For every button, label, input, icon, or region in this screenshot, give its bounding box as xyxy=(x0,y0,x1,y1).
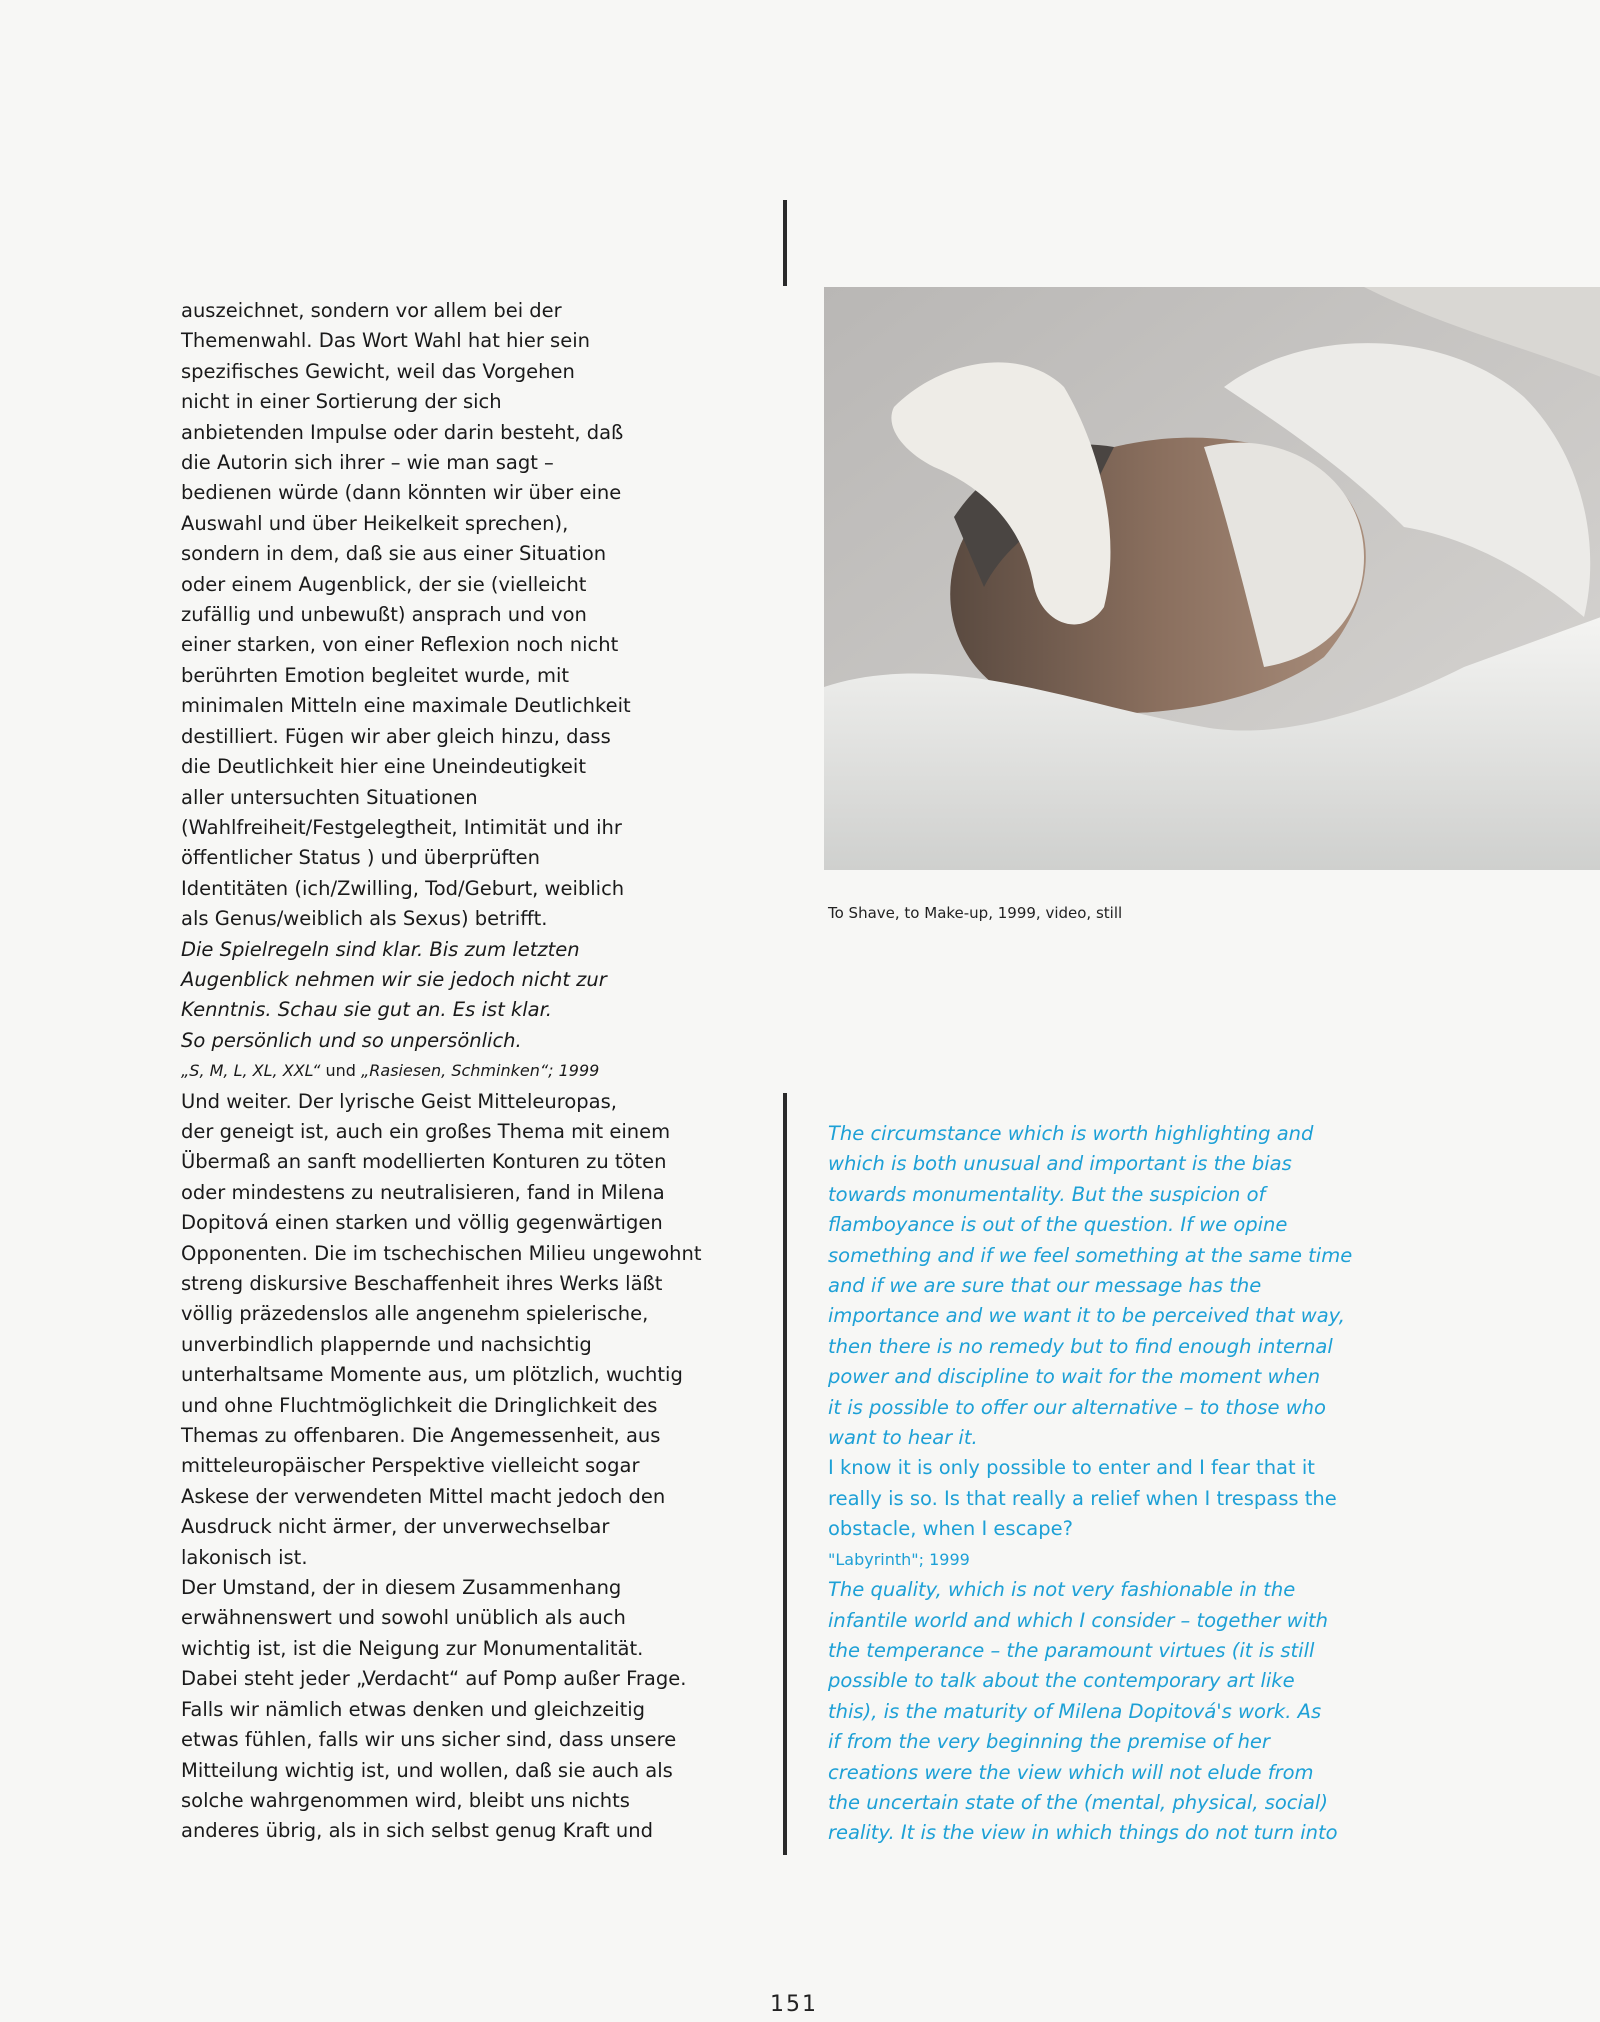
text-line: sondern in dem, daß sie aus einer Situation xyxy=(181,542,607,566)
text-line: and if we are sure that our message has the xyxy=(828,1274,1262,1298)
text-line: possible to talk about the contemporary art like xyxy=(828,1669,1295,1693)
citation-part-2: „Rasiesen, Schminken“; 1999 xyxy=(361,1061,600,1081)
text-line: Opponenten. Die im tschechischen Milieu ungewohnt xyxy=(181,1241,702,1265)
text-line: völlig präzedenslos alle angenehm spielerische, xyxy=(181,1302,649,1326)
quote-citation xyxy=(181,1056,761,1086)
quote-line: I know it is only possible to enter and I fear that it xyxy=(828,1456,1315,1480)
text-line: die Deutlichkeit hier eine Uneindeutigkeit xyxy=(181,755,586,779)
quote-line: So persönlich und so unpersönlich. xyxy=(181,1028,522,1052)
text-line: reality. It is the view in which things do not turn into xyxy=(828,1821,1338,1845)
text-line: Falls wir nämlich etwas denken und gleichzeitig xyxy=(181,1697,646,1721)
text-line: towards monumentality. But the suspicion of xyxy=(828,1182,1266,1206)
text-line: importance and we want it to be perceived that way, xyxy=(828,1304,1345,1328)
text-line: the uncertain state of the (mental, physical, social) xyxy=(828,1790,1328,1814)
page-number: 151 xyxy=(770,1992,818,2017)
text-line: Auswahl und über Heikelkeit sprechen), xyxy=(181,511,569,535)
text-line: der geneigt ist, auch ein großes Thema mit einem xyxy=(181,1119,671,1143)
german-text-column xyxy=(181,296,761,1847)
quote-citation: "Labyrinth"; 1999 xyxy=(828,1549,970,1569)
text-line: Und weiter. Der lyrische Geist Mitteleuropas, xyxy=(181,1089,617,1113)
photo-illustration xyxy=(824,287,1600,870)
quote-line: Augenblick nehmen wir sie jedoch nicht zur xyxy=(181,967,607,991)
text-line: it is possible to offer our alternative – to those who xyxy=(828,1395,1326,1419)
text-line: Themas zu offenbaren. Die Angemessenheit, aus xyxy=(181,1424,661,1448)
text-line: Der Umstand, der in diesem Zusammenhang xyxy=(181,1576,622,1600)
citation-part-1: „S, M, L, XL, XXL“ xyxy=(181,1061,321,1081)
quote-line: really is so. Is that really a relief when I trespass the xyxy=(828,1486,1337,1510)
text-line: anbietenden Impulse oder darin besteht, daß xyxy=(181,420,624,444)
citation-connector: und xyxy=(320,1061,361,1081)
text-line: anderes übrig, als in sich selbst genug Kraft und xyxy=(181,1819,653,1843)
text-line: oder mindestens zu neutralisieren, fand in Milena xyxy=(181,1180,665,1204)
text-line: spezifisches Gewicht, weil das Vorgehen xyxy=(181,359,575,383)
text-line: want to hear it. xyxy=(828,1426,978,1450)
video-still-photo xyxy=(824,287,1600,870)
text-line: this), is the maturity of Milena Dopitová's work. As xyxy=(828,1699,1322,1723)
text-line: streng diskursive Beschaffenheit ihres Werks läßt xyxy=(181,1272,663,1295)
text-line: Dabei steht jeder „Verdacht“ auf Pomp außer Frage. xyxy=(181,1667,687,1691)
column-divider-middle xyxy=(783,1093,787,1855)
text-line: aller untersuchten Situationen xyxy=(181,785,478,809)
text-line: unverbindlich plappernde und nachsichtig xyxy=(181,1332,592,1356)
text-line: und ohne Fluchtmöglichkeit die Dringlichkeit des xyxy=(181,1393,658,1417)
text-line: Themenwahl. Das Wort Wahl hat hier sein xyxy=(181,329,590,353)
text-line: Übermaß an sanft modellierten Konturen zu töten xyxy=(181,1150,667,1174)
text-line: als Genus/weiblich als Sexus) betrifft. xyxy=(181,907,548,931)
text-line: die Autorin sich ihrer – wie man sagt – xyxy=(181,451,554,475)
text-line: destilliert. Fügen wir aber gleich hinzu, dass xyxy=(181,724,611,748)
text-line: then there is no remedy but to find enough internal xyxy=(828,1334,1333,1358)
text-line: The circumstance which is worth highlighting and xyxy=(828,1122,1314,1145)
text-line: lakonisch ist. xyxy=(181,1545,308,1569)
text-line: erwähnenswert und sowohl unüblich als auch xyxy=(181,1606,626,1630)
text-line: solche wahrgenommen wird, bleibt uns nichts xyxy=(181,1788,630,1812)
text-line: flamboyance is out of the question. If we opine xyxy=(828,1213,1288,1237)
text-line: mitteleuropäischer Perspektive vielleicht sogar xyxy=(181,1454,640,1478)
text-line: öffentlicher Status ) und überprüften xyxy=(181,846,540,870)
text-line: which is both unusual and important is the bias xyxy=(828,1152,1292,1176)
text-line: Askese der verwendeten Mittel macht jedoch den xyxy=(181,1484,666,1508)
text-line: power and discipline to wait for the moment when xyxy=(828,1365,1321,1389)
english-text-column xyxy=(828,1119,1408,1849)
text-line: something and if we feel something at the same time xyxy=(828,1243,1353,1267)
text-line: Mitteilung wichtig ist, und wollen, daß sie auch als xyxy=(181,1758,673,1782)
text-line: (Wahlfreiheit/Festgelegtheit, Intimität und ihr xyxy=(181,815,622,839)
quote-line: Die Spielregeln sind klar. Bis zum letzten xyxy=(181,937,580,961)
text-line: wichtig ist, ist die Neigung zur Monumentalität. xyxy=(181,1636,644,1660)
text-line: minimalen Mitteln eine maximale Deutlichkeit xyxy=(181,694,631,718)
photo-caption: To Shave, to Make-up, 1999, video, still xyxy=(828,904,1123,922)
text-line: Identitäten (ich/Zwilling, Tod/Geburt, weiblich xyxy=(181,876,625,900)
text-line: Ausdruck nicht ärmer, der unverwechselbar xyxy=(181,1515,610,1539)
text-line: The quality, which is not very fashionable in the xyxy=(828,1578,1296,1602)
text-line: etwas fühlen, falls wir uns sicher sind, dass unsere xyxy=(181,1728,677,1752)
text-line: if from the very beginning the premise of her xyxy=(828,1730,1270,1754)
text-line: zufällig und unbewußt) ansprach und von xyxy=(181,603,587,627)
text-line: oder einem Augenblick, der sie (vielleicht xyxy=(181,572,587,596)
text-line: Dopitová einen starken und völlig gegenwärtigen xyxy=(181,1211,663,1235)
text-line: einer starken, von einer Reflexion noch nicht xyxy=(181,633,619,657)
text-line: unterhaltsame Momente aus, um plötzlich, wuchtig xyxy=(181,1363,683,1387)
text-line: nicht in einer Sortierung der sich xyxy=(181,390,502,414)
text-line: auszeichnet, sondern vor allem bei der xyxy=(181,299,562,322)
text-line: infantile world and which I consider – together with xyxy=(828,1608,1329,1632)
text-line: bedienen würde (dann könnten wir über eine xyxy=(181,481,622,505)
column-divider-top xyxy=(783,200,787,286)
quote-line: obstacle, when I escape? xyxy=(828,1517,1073,1541)
text-line: berührten Emotion begleitet wurde, mit xyxy=(181,663,570,687)
quote-line: Kenntnis. Schau sie gut an. Es ist klar. xyxy=(181,998,552,1022)
text-line: the temperance – the paramount virtues (it is still xyxy=(828,1638,1315,1662)
text-line: creations were the view which will not elude from xyxy=(828,1760,1314,1784)
